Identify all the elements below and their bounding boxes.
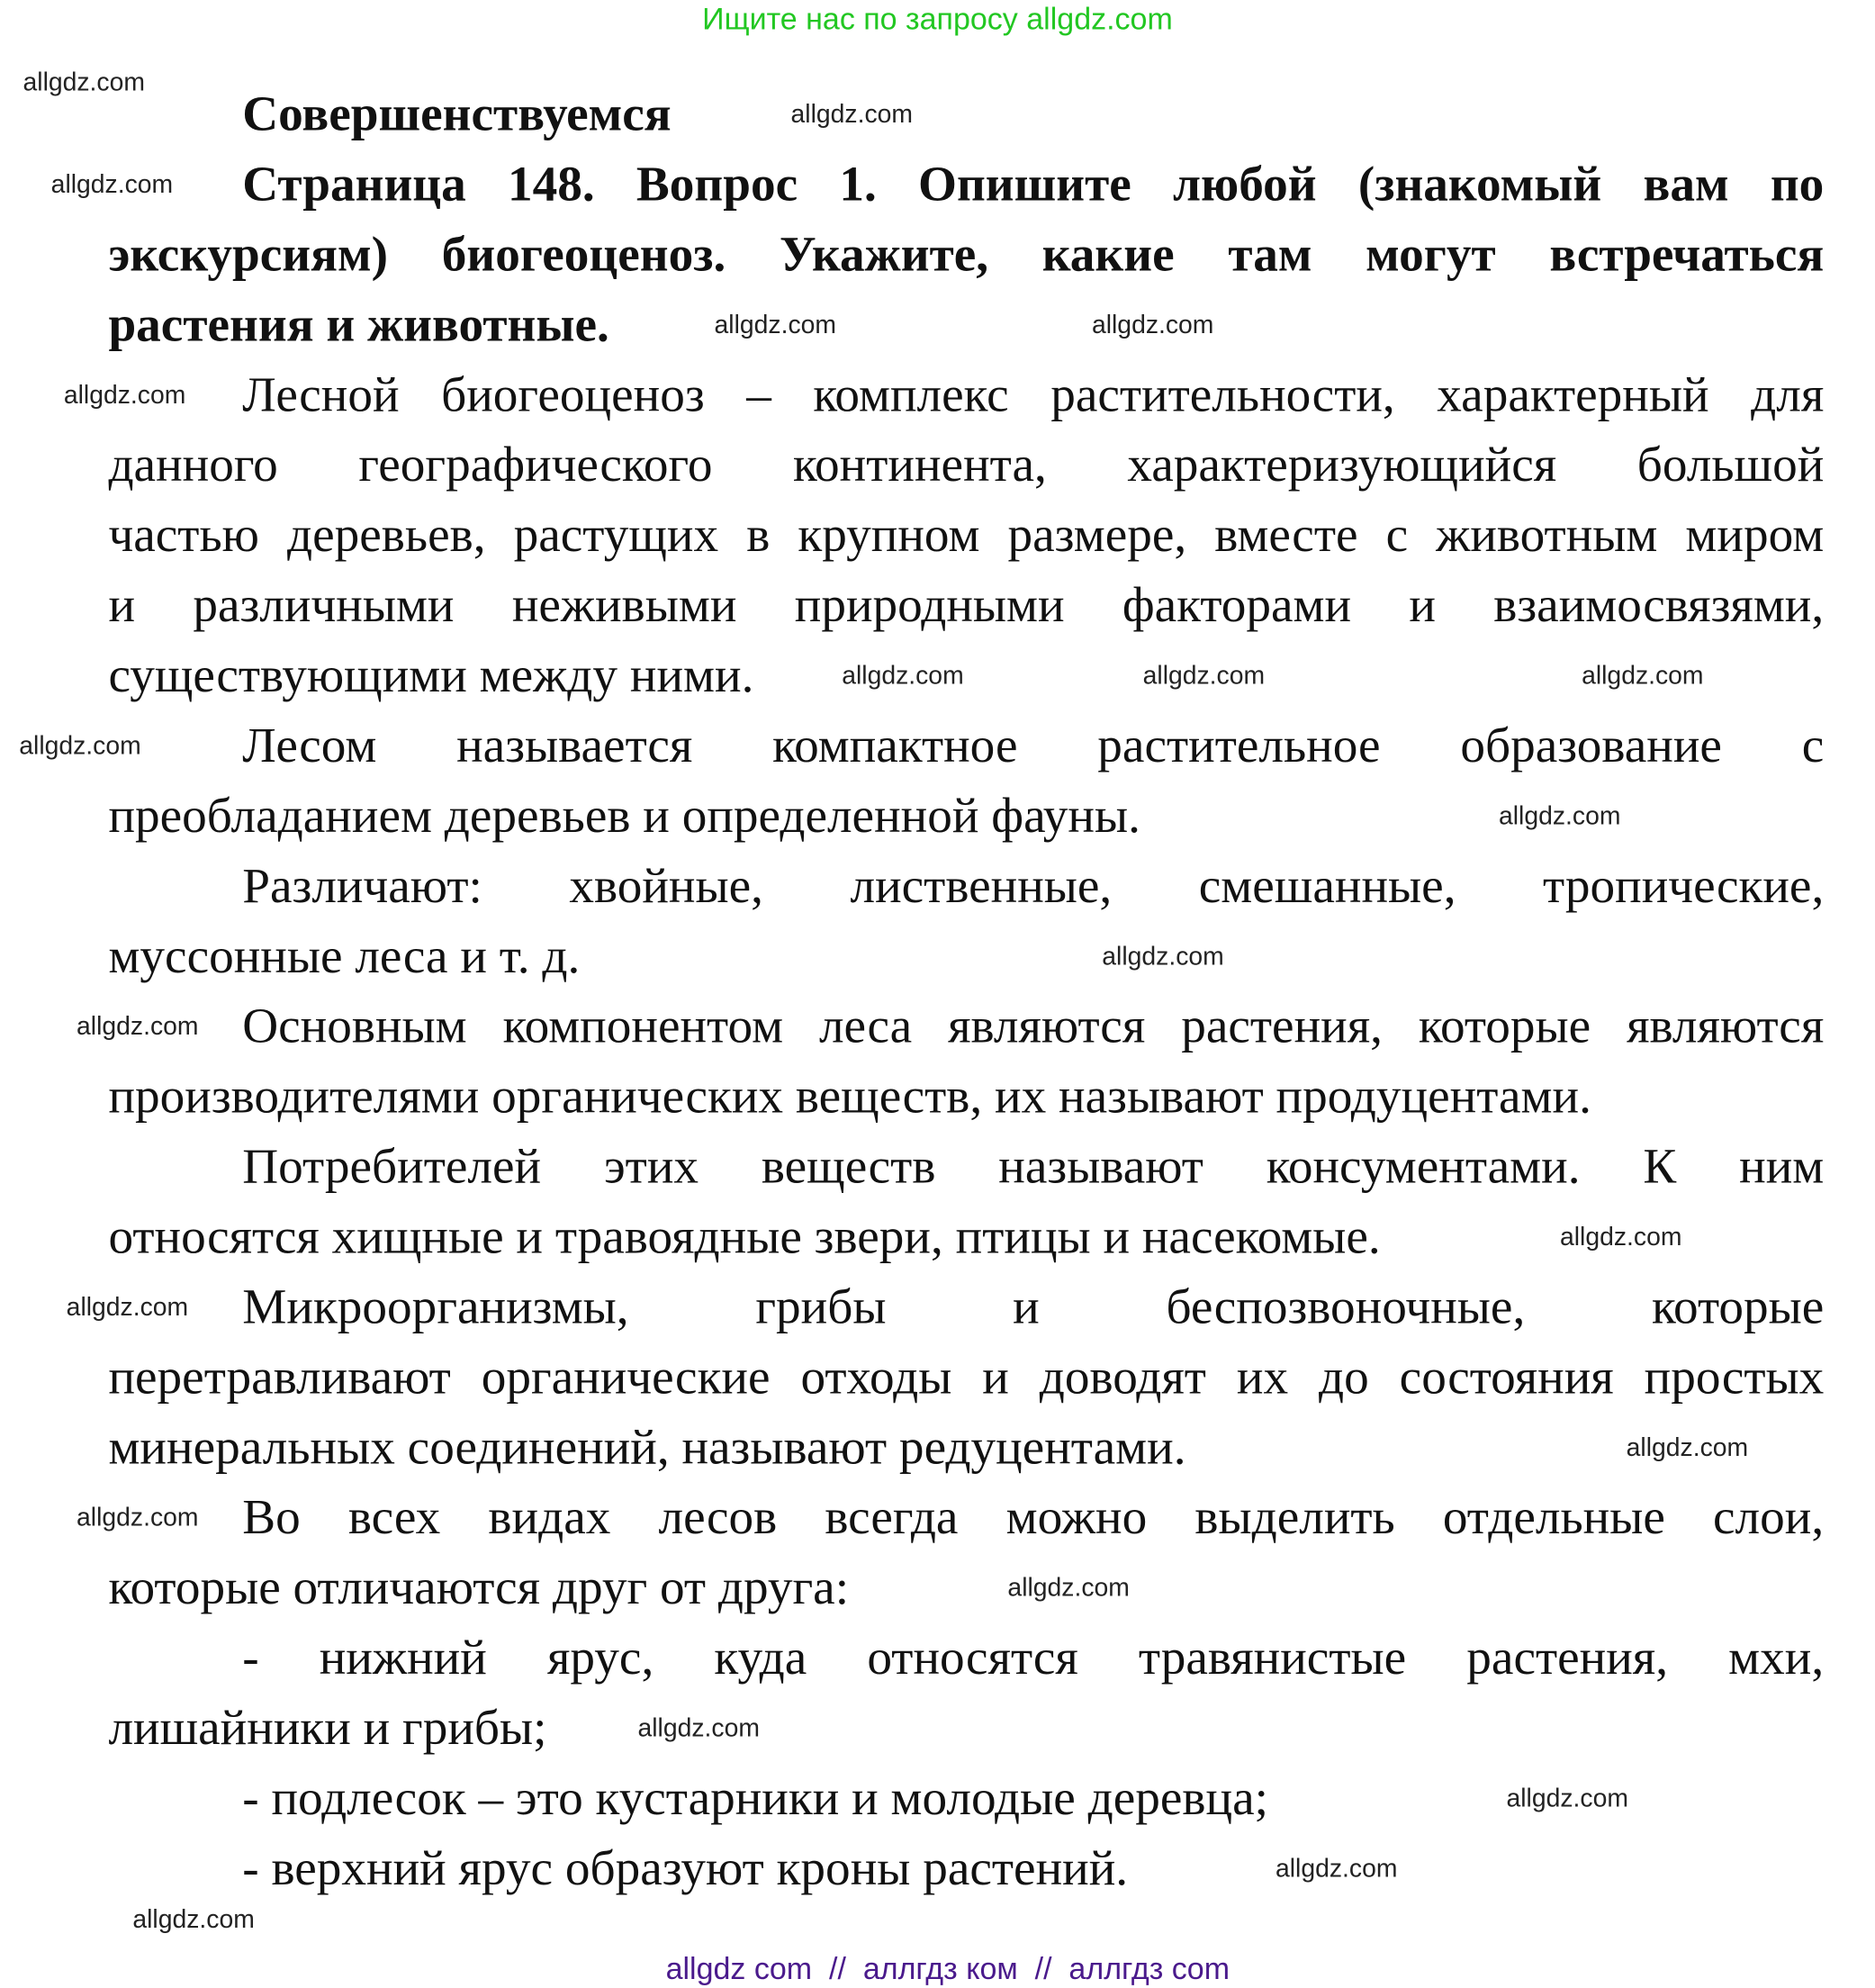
word: неживыми (511, 577, 737, 633)
watermark-text: allgdz.com (23, 68, 145, 97)
word: биогеоценоз (441, 367, 705, 423)
watermark-text: allgdz.com (1626, 1433, 1749, 1462)
word: беспозвоночные, (1166, 1279, 1526, 1335)
word: факторами (1122, 577, 1352, 633)
answer-line (242, 717, 1824, 775)
word: большой (1636, 438, 1825, 492)
word: Потребителей (242, 1139, 542, 1195)
word: встречаться (1549, 227, 1825, 283)
footer-links: allgdz com // аллгдз ком // аллгдз com (665, 1952, 1230, 1987)
word: природными (794, 577, 1065, 633)
watermark-text: allgdz.com (714, 311, 836, 339)
word: образование (1460, 718, 1722, 773)
word: хвойные, (569, 858, 763, 914)
word: состояния (1399, 1350, 1614, 1405)
answer-line: которые отличаются друг от друга: (108, 1559, 850, 1615)
word: растущих (513, 507, 719, 563)
answer-line (242, 1279, 1824, 1337)
word: Лесом (242, 718, 377, 773)
watermark-text: allgdz.com (1142, 662, 1266, 691)
word: и (108, 577, 136, 633)
word: простых (1644, 1350, 1825, 1405)
word: видах (488, 1490, 611, 1545)
word: биогеоценоз. (441, 227, 726, 283)
word: относятся (867, 1630, 1078, 1685)
word: – (746, 367, 771, 423)
word: К (1643, 1139, 1677, 1195)
word: смешанные, (1198, 858, 1456, 914)
watermark-text: allgdz.com (842, 662, 964, 691)
word: Различают: (242, 858, 482, 914)
word: выделить (1194, 1490, 1395, 1545)
watermark-text: allgdz.com (77, 1013, 199, 1042)
word: всех (347, 1490, 441, 1545)
word: экскурсиям) (108, 227, 389, 283)
word: миром (1685, 507, 1825, 563)
word: всегда (825, 1490, 959, 1545)
word: консументами. (1266, 1139, 1581, 1195)
answer-line: минеральных соединений, называют редуцентами. (108, 1420, 1186, 1476)
word: континента, (792, 438, 1047, 492)
word: лесов (658, 1490, 778, 1545)
answer-line: - подлесок – это кустарники и молодые деревца; (242, 1770, 1268, 1826)
answer-line: существующими между ними. (108, 647, 754, 703)
watermark-text: allgdz.com (19, 732, 141, 761)
answer-line (242, 1489, 1824, 1548)
word: и (1409, 577, 1436, 633)
word: Микроорганизмы, (242, 1279, 629, 1335)
word: ярус, (546, 1630, 654, 1685)
word: Опишите (917, 157, 1131, 212)
watermark-text: allgdz.com (790, 100, 914, 130)
answer-line (242, 1630, 1824, 1688)
word: являются (948, 999, 1146, 1054)
word: (знакомый (1357, 157, 1602, 212)
word: тропические, (1543, 858, 1825, 914)
watermark-text: allgdz.com (1007, 1574, 1130, 1603)
word: размере, (1007, 507, 1187, 563)
word: растительное (1097, 718, 1381, 773)
word: компонентом (502, 999, 784, 1054)
word: Основным (242, 999, 467, 1054)
word: растения, (1181, 999, 1383, 1054)
word: называется (456, 718, 693, 773)
search-banner: Ищите нас по запросу allgdz.com (702, 2, 1173, 38)
word: по (1770, 157, 1825, 212)
word: растительности, (1050, 367, 1395, 423)
answer-line (108, 576, 1824, 635)
question-line: растения и животные. (108, 297, 609, 353)
word: веществ (761, 1139, 936, 1195)
answer-line (108, 1349, 1824, 1407)
word: мхи, (1728, 1630, 1825, 1685)
word: отдельные (1442, 1490, 1665, 1545)
question-line (108, 226, 1824, 285)
word: их (1236, 1350, 1289, 1405)
word: вам (1643, 157, 1729, 212)
watermark-text: allgdz.com (132, 1905, 255, 1935)
word: являются (1627, 999, 1825, 1054)
question-line: Совершенствуемся (242, 86, 672, 142)
word: с (1801, 718, 1825, 773)
watermark-text: allgdz.com (1498, 802, 1621, 831)
word: которые (1651, 1279, 1825, 1335)
word: 148. (507, 157, 595, 212)
word: ним (1739, 1139, 1825, 1195)
word: нижний (319, 1630, 487, 1685)
word: данного (108, 438, 278, 492)
word: географического (358, 438, 713, 492)
word: до (1319, 1350, 1369, 1405)
word: растения, (1466, 1630, 1669, 1685)
watermark-text: allgdz.com (66, 1293, 189, 1323)
word: доводят (1039, 1350, 1206, 1405)
word: деревьев, (287, 507, 486, 563)
word: компактное (772, 718, 1018, 773)
watermark-text: allgdz.com (63, 381, 186, 410)
word: Укажите, (780, 227, 989, 283)
word: вместе (1214, 507, 1358, 563)
word: называют (998, 1139, 1203, 1195)
word: там (1228, 227, 1312, 283)
word: любой (1173, 157, 1317, 212)
answer-line: муссонные леса и т. д. (108, 928, 581, 984)
answer-line: преобладанием деревьев и определенной фауны. (108, 788, 1140, 844)
word: Вопрос (636, 157, 798, 212)
watermark-text: allgdz.com (1506, 1785, 1628, 1813)
watermark-text: allgdz.com (77, 1504, 199, 1532)
word: травянистые (1138, 1630, 1407, 1685)
word: животным (1436, 507, 1658, 563)
word: этих (603, 1139, 699, 1195)
watermark-text: allgdz.com (50, 170, 174, 200)
word: могут (1366, 227, 1496, 283)
word: слои, (1713, 1490, 1825, 1545)
word: характеризующийся (1127, 438, 1557, 492)
answer-line: относятся хищные и травоядные звери, птицы и насекомые. (108, 1209, 1381, 1265)
answer-line (242, 998, 1824, 1056)
word: с (1385, 507, 1409, 563)
answer-line (242, 857, 1824, 916)
answer-line (108, 437, 1824, 495)
watermark-text: allgdz.com (1102, 943, 1224, 971)
word: можно (1005, 1490, 1148, 1545)
word: в (746, 507, 771, 563)
word: и (982, 1350, 1009, 1405)
watermark-text: allgdz.com (637, 1714, 760, 1743)
word: - (242, 1630, 259, 1685)
word: грибы (755, 1279, 887, 1335)
answer-line: производителями органических веществ, их называют продуцентами. (108, 1069, 1591, 1125)
word: взаимосвязями, (1493, 577, 1825, 633)
word: комплекс (813, 367, 1009, 423)
answer-line (242, 366, 1824, 425)
word: Во (242, 1490, 301, 1545)
word: частью (108, 507, 259, 563)
word: лиственные, (850, 858, 1113, 914)
word: для (1751, 367, 1825, 423)
watermark-text: allgdz.com (1276, 1855, 1398, 1884)
word: различными (193, 577, 455, 633)
word: леса (818, 999, 913, 1054)
word: Страница (242, 157, 466, 212)
word: отходы (800, 1350, 952, 1405)
word: какие (1041, 227, 1175, 283)
answer-line: - верхний ярус образуют кроны растений. (242, 1840, 1129, 1896)
answer-line (242, 1138, 1824, 1197)
word: и (1013, 1279, 1040, 1335)
word: Лесной (242, 367, 400, 423)
word: перетравливают (108, 1350, 451, 1405)
watermark-text: allgdz.com (1091, 311, 1214, 339)
answer-line: лишайники и грибы; (108, 1700, 547, 1756)
word: 1. (839, 157, 877, 212)
question-line (242, 156, 1824, 214)
watermark-text: allgdz.com (1582, 662, 1704, 691)
word: органические (481, 1350, 771, 1405)
word: крупном (798, 507, 980, 563)
watermark-text: allgdz.com (1559, 1223, 1682, 1252)
word: характерный (1437, 367, 1709, 423)
word: куда (714, 1630, 807, 1685)
word: которые (1418, 999, 1591, 1054)
answer-line (108, 507, 1824, 565)
